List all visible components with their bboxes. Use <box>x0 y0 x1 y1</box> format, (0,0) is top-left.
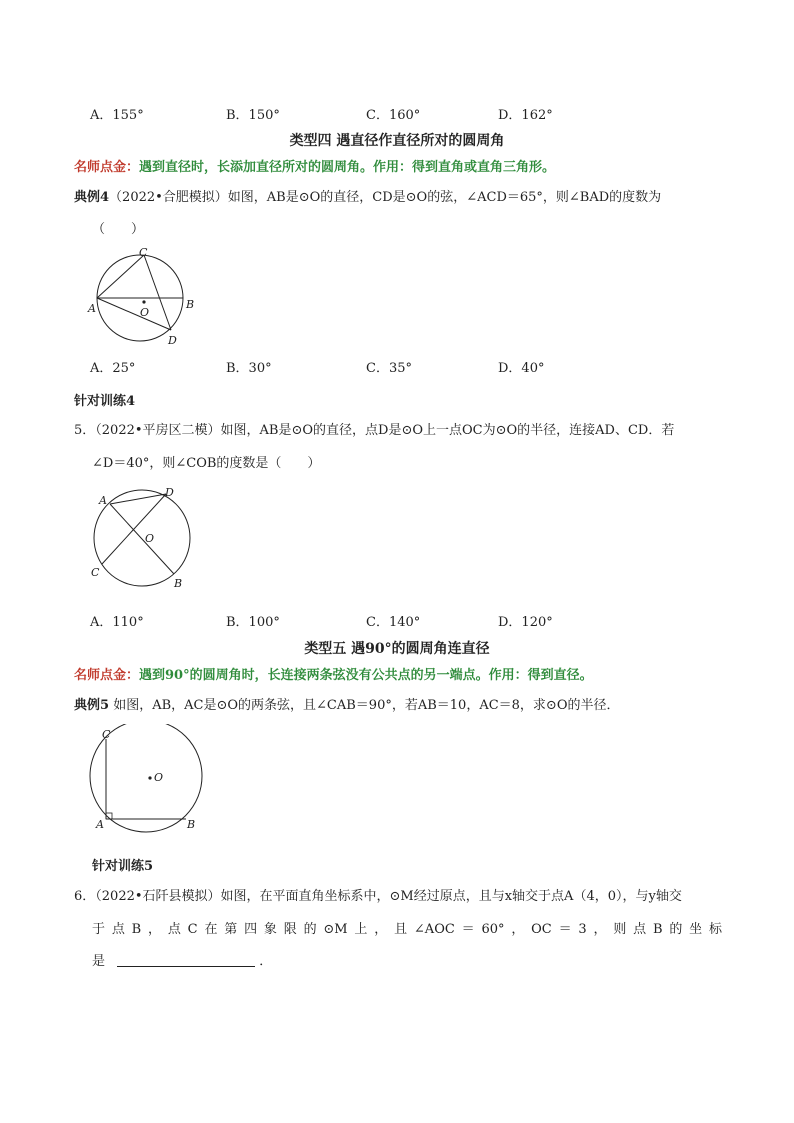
tip-label: 名师点金： <box>74 668 140 683</box>
label-b: B <box>186 298 195 311</box>
option-b: B．150° <box>226 108 280 123</box>
label-b: B <box>187 818 196 831</box>
label-a: A <box>99 494 107 507</box>
example5-circle-figure <box>86 724 212 834</box>
question6-prefix: 是 <box>92 954 106 969</box>
center-point <box>142 300 145 303</box>
option-a: A．110° <box>90 615 144 630</box>
tip-text: 遇到90°的圆周角时，长连接两条弦没有公共点的另一端点。作用：得到直径。 <box>139 668 593 683</box>
label-o: O <box>154 771 164 784</box>
example5-label: 典例5 <box>74 698 110 713</box>
question6-line3 <box>92 950 272 969</box>
label-a: A <box>88 302 96 315</box>
question6-suffix: ． <box>259 954 273 969</box>
question6-line2: 于点B，点C在第四象限的⊙M上，且∠AOC＝60°，OC＝3，则点B的坐标 <box>92 922 722 937</box>
training5-title: 针对训练5 <box>92 859 154 874</box>
option-b: B．100° <box>226 615 280 630</box>
question5-line2: ∠D＝40°，则∠COB的度数是（ ） <box>92 456 321 471</box>
example5 <box>74 696 724 716</box>
prev-question-options <box>90 104 730 124</box>
tip-label: 名师点金： <box>74 160 140 175</box>
question6-line1: 6．（2022•石阡县模拟）如图，在平面直角坐标系中，⊙M经过原点，且与x轴交于点A（4，0），与y轴交 <box>74 889 682 904</box>
question5-line1: 5．（2022•平房区二模）如图，AB是⊙O的直径，点D是⊙O上一点OC为⊙O的半径，连接AD、CD．若 <box>74 423 675 438</box>
question5-options <box>90 611 730 631</box>
option-d: D．162° <box>498 108 553 123</box>
example4 <box>74 188 724 208</box>
example4-label: 典例4 <box>74 190 110 205</box>
option-c: C．35° <box>366 361 412 376</box>
answer-blank[interactable] <box>117 966 255 967</box>
option-c: C．160° <box>366 108 421 123</box>
section5-tip <box>74 664 593 683</box>
example4-blank: （ ） <box>92 222 145 237</box>
label-o: O <box>145 532 155 545</box>
chord-dc <box>102 494 166 564</box>
label-a: A <box>96 818 104 831</box>
tip-text: 遇到直径时，长添加直径所对的圆周角。作用：得到直角或直角三角形。 <box>139 160 556 175</box>
label-d: D <box>168 334 177 347</box>
training4-title: 针对训练4 <box>74 394 136 409</box>
option-d: D．40° <box>498 361 545 376</box>
section4-tip <box>74 156 555 175</box>
label-d: D <box>165 486 174 499</box>
center-point <box>148 776 151 779</box>
example5-text: 如图，AB，AC是⊙O的两条弦，且∠CAB＝90°，若AB＝10，AC＝8，求⊙O的半径． <box>113 698 620 713</box>
example4-circle-figure <box>86 246 202 348</box>
option-a: A．25° <box>90 361 136 376</box>
question5-circle-figure <box>88 484 200 592</box>
label-b: B <box>174 577 183 590</box>
option-d: D．120° <box>498 615 553 630</box>
section4-heading: 类型四 遇直径作直径所对的圆周角 <box>289 133 505 149</box>
label-c: C <box>102 728 111 741</box>
label-c: C <box>139 246 148 259</box>
circle-o <box>94 490 190 586</box>
option-a: A．155° <box>90 108 144 123</box>
diameter-ab <box>110 504 174 574</box>
chord-ad <box>97 298 171 330</box>
option-c: C．140° <box>366 615 421 630</box>
option-b: B．30° <box>226 361 272 376</box>
section5-heading: 类型五 遇90°的圆周角连直径 <box>304 641 490 657</box>
example4-text: （2022•合肥模拟）如图，AB是⊙O的直径，CD是⊙O的弦，∠ACD＝65°，则∠BAD的度数为 <box>109 190 662 205</box>
label-o: O <box>140 306 150 319</box>
label-c: C <box>91 566 100 579</box>
example4-options <box>90 357 730 377</box>
chord-ac <box>97 255 144 298</box>
